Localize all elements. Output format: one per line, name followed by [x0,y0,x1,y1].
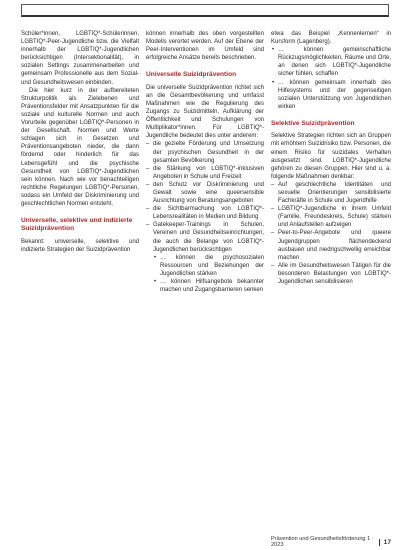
paragraph: Die universelle Suizidprävention richtet sich an die Gesamtbevölkerung und umfasst Maßnahmen wie die Regulierung des Zugangs zu Suizidmitteln, Aufklärung der Öffentlichkeit und Schulungen von Multiplikator*innen. Für LGBTIQ*-Jugendliche bedeutet dies unter anderem: [146,84,264,140]
bullet-list [271,181,391,286]
section-heading: Universelle Suizidprävention [146,71,237,79]
section-heading: Selektive Suizidprävention [271,119,355,127]
list-item: – den Schutz vor Diskriminierung und Gewalt sowie eine queersensible Ausrichtung von Beratungsangeboten [146,181,264,205]
journal-name: Prävention und Gesundheitsförderung 1 · 2023 [271,536,374,548]
header-rule [21,4,389,17]
column-left [21,30,139,254]
sub-bullet-list [271,46,391,111]
list-item: – Alle im Gesundheitswesen Tätigen für die besonderen Belastungen von LGBTIQ*-Jugendlichen sensibilisieren [271,262,391,286]
section-heading: Universelle, selektive und indizierte Suizidprävention [21,217,133,233]
paragraph: Bekannt: universelle, selektive und indizierte Strategien der Suizidprävention [21,238,139,253]
list-item: – die gezielte Förderung und Umsetzung der psychischen Gesundheit in der gesamten Bevölkerung [146,140,264,164]
list-item: – die Stärkung von LGBTIQ*-inklusiven Angeboten in Schule und Freizeit [146,165,264,181]
list-item: • … können die psychosozialen Ressourcen und Beziehungen der Jugendlichen stärken [153,254,264,278]
list-item: – Peer-to-Peer-Angebote und queere Jugendgruppen flächendeckend ausbauen und niedrigschwellig erreichbar machen [271,229,391,261]
sub-bullet-list [146,254,264,294]
list-item: – Gatekeeper-Trainings in Schulen, Vereinen und Gesundheitseinrichtungen, die auch die Belange von LGBTIQ*-Jugendlichen berücksichtigen [146,221,264,253]
bullet-list [146,140,264,253]
list-item: • … können Hilfsangebote bekannter machen und Zugangsbarrieren senken [153,278,264,294]
list-item: • … können gemeinschaftliche Rückzugsmöglichkeiten, Räume und Orte, an denen sich LGBTIQ*-Jugendliche sicher fühlen, schaffen [271,46,391,78]
column-middle [146,30,264,294]
paragraph: etwa das Beispiel „Kennenlernen“ in Kursform (Lagenberg). [271,31,391,46]
column-right [271,30,391,286]
paragraph: können innerhalb des oben vorgestellten Modells verortet werden. Auf der Ebene der Peer-Interventionen im Umfeld sind erfolgreiche Ansätze bereits beschrieben. [146,31,264,62]
paragraph: Die hier kurz in der aufbereiteten Strukturpolitik als Zielebenen und Präventionsfelder mit Ansatzpunkten für die soziale und kulturelle Normen und auch Vorurteile gegenüber LGBTIQ*-Personen in der Gesellschaft. Normen und Werte schlagen sich in Gesetzen und Präventionsangeboten nieder, die dann fördernd oder hinderlich für das Lebensgefühl und die psychische Gesundheit von LGBTIQ*-Jugendlichen sein können. Nach wie vor benachteiligen rechtliche Regelungen LGBTIQ*-Personen, sodass ein Umfeld der Diskriminierung und geschlechtlichen Normen entsteht. [21,87,139,207]
page-number: 17 [379,539,391,546]
paragraph: Selektive Strategien richten sich an Gruppen mit erhöhtem Suizidrisiko bzw. Personen, die einem Risiko für suizidales Verhalten ausgesetzt sind. LGBTIQ*-Jugendliche gehören zu diesen Gruppen. Hier sind u. a. folgende Maßnahmen denkbar: [271,133,391,180]
page-footer [271,536,391,548]
list-item: – die Sichtbarmachung von LGBTIQ*-Lebensrealitäten in Medien und Bildung [146,205,264,221]
list-item: • … können gemeinsam innerhalb des Hilfesystems und der gegenseitigen sozialen Unterstützung von Jugendlichen wirken [271,79,391,111]
list-item: – LGBTIQ*-Jugendliche in ihrem Umfeld (Familie, Freundeskreis, Schule) stärken und Anlaufstellen aufzeigen [271,205,391,229]
paragraph: Schüler*innen, LGBTIQ*-Schülerinnen, LGBTIQ*-Peer-Jugendliche bzw. die Vielfalt innerhalb der LGBTIQ*-Jugendlichen berücksichtigen (Intersektionalität), in sozialen Settings zusammenarbeiten und gemeinsam Professionelle aus dem Sozial- und Gesundheitswesen einbinden. [21,31,139,86]
list-item: – Auf geschlechtliche Identitäten und sexuelle Orientierungen sensibilisierte Fachkräfte in Schule und Jugendhilfe [271,181,391,205]
